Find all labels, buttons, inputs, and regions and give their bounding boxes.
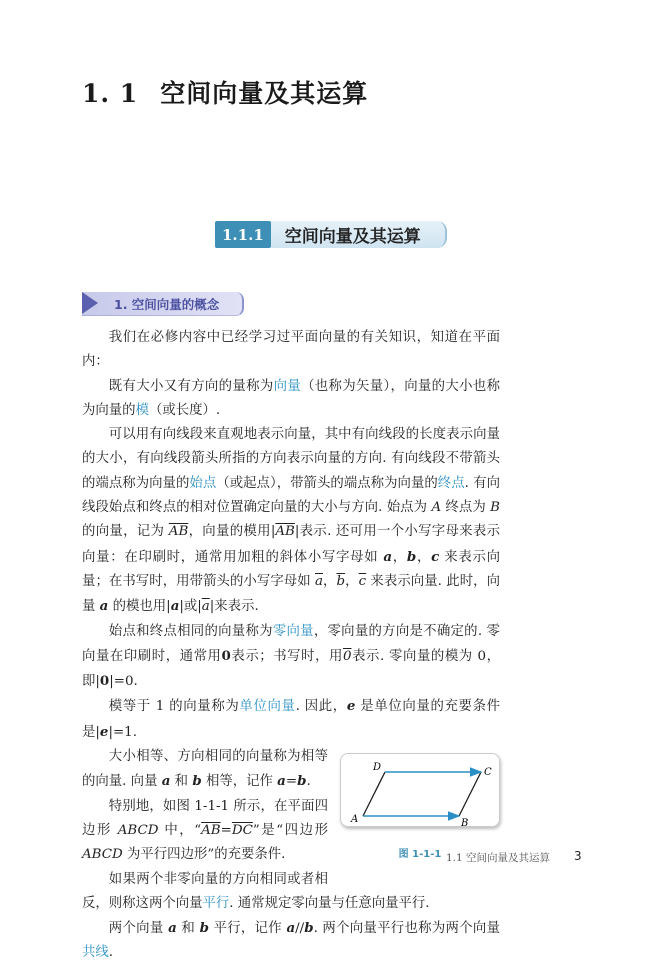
body-text — [82, 326, 500, 966]
label-d: D — [373, 762, 382, 774]
text-run: 的向量，记为 — [82, 524, 169, 540]
section-number: 1.1.1 — [215, 221, 271, 248]
text-run: ， — [392, 549, 407, 565]
text-run: 来表示向量；在书写时，用带箭头的小写字母如 — [82, 549, 500, 589]
text-run: ， — [322, 573, 337, 589]
math-symbol: 0 — [99, 673, 110, 690]
math-symbol: b — [406, 548, 417, 565]
math-symbol: $\overline{b}$ — [336, 573, 346, 589]
text-run: 中，“ — [158, 822, 202, 838]
paragraph — [82, 326, 500, 375]
text-run: （也称为矢量），向量的大小也称为向量的 — [82, 378, 501, 418]
math-symbol: B — [490, 500, 500, 516]
text-run: = — [220, 822, 232, 838]
text-run: 既有大小又有方向的量称为 — [108, 378, 274, 394]
triangle-icon — [82, 292, 98, 314]
text-run: 和 — [170, 774, 193, 790]
text-run: ， — [416, 549, 432, 565]
math-symbol: b — [297, 773, 307, 790]
text-run: |=1. — [108, 724, 137, 740]
label-c: C — [484, 767, 492, 779]
math-symbol: a — [99, 598, 109, 615]
math-symbol: $\overline{AB}$ — [168, 524, 189, 540]
text-run: ，零向量的方向是不确定的. 零向量在印刷时，通常用 — [82, 623, 501, 664]
math-symbol: a — [383, 548, 393, 565]
text-run: （或长度）. — [148, 402, 221, 418]
math-symbol: b — [192, 773, 202, 790]
math-symbol: e — [346, 698, 356, 715]
math-symbol: 0 — [221, 647, 231, 664]
key-term: 始点 — [189, 475, 217, 491]
text-run: ，向量的模用| — [188, 524, 276, 540]
math-symbol: a — [277, 773, 286, 790]
edge-ad — [363, 772, 385, 816]
math-symbol: $\overline{a}$ — [201, 599, 210, 615]
key-term: 零向量 — [272, 623, 314, 639]
text-run: . — [306, 774, 311, 790]
math-symbol: a — [168, 920, 177, 937]
key-term: 终点 — [437, 475, 465, 491]
math-symbol: $\overline{a}$ — [315, 573, 323, 589]
text-run: 终点为 — [441, 500, 491, 516]
edge-bc — [459, 772, 481, 816]
text-run: . 因此， — [295, 699, 347, 715]
text-run: 可以用有向线段来直观地表示向量，其中有向线段的长度表示向量的大小，有向线段箭头所指的方向表示向量的方向. 有向线段不带箭头的端点称为向量的 — [82, 427, 500, 491]
text-run: |来表示. — [209, 599, 259, 615]
text-run: （或起点），带箭头的端点称为向量的 — [216, 475, 438, 491]
text-run: 为平行四边形”的充要条件. — [122, 847, 286, 863]
text-run: 两个向量 — [108, 921, 169, 937]
paragraph — [82, 423, 500, 619]
math-symbol: a — [170, 598, 180, 615]
chapter-name: 空间向量及其运算 — [160, 79, 369, 108]
text-run: 表示. 零向量的模为 0，即| — [82, 648, 501, 690]
math-symbol: $\overline{AB}$ — [275, 524, 295, 540]
text-run: 和 — [176, 921, 200, 937]
math-symbol: a — [286, 920, 296, 937]
text-run: ”是“四边形 — [252, 822, 328, 838]
text-run: . — [108, 945, 114, 961]
paragraph — [82, 694, 500, 745]
section-title: 空间向量及其运算 — [271, 221, 447, 248]
text-run: 的模也用| — [108, 599, 171, 615]
figure-frame — [340, 753, 500, 830]
label-b: B — [461, 818, 469, 830]
key-term: 单位向量 — [239, 699, 296, 715]
math-symbol: b — [199, 920, 209, 937]
text-run: |或| — [179, 599, 202, 615]
key-term: 向量 — [273, 378, 302, 394]
text-run: . 有向线段始点和终点的相对位置确定向量的大小与方向. 始点为 — [82, 475, 501, 516]
text-run: . 两个向量平行也称为两个向量 — [313, 921, 500, 937]
math-symbol: ABCD — [117, 822, 159, 838]
math-symbol: b — [304, 920, 314, 937]
text-run: 始点和终点相同的向量称为 — [108, 623, 273, 639]
subsection-banner — [82, 292, 244, 316]
paragraph — [82, 375, 500, 424]
math-symbol: 0 — [342, 648, 352, 664]
footer-section: 1.1 空间向量及其运算 — [446, 852, 551, 864]
text-run: . 通常规定零向量与任意向量平行. — [229, 895, 430, 911]
text-run: 如果两个非零向量的方向相同或者相反，则称这两个向量 — [82, 871, 328, 911]
math-symbol: c — [431, 548, 440, 565]
text-run: = — [285, 774, 298, 790]
text-run: ， — [345, 573, 359, 589]
math-symbol: A — [431, 500, 442, 516]
text-run: 是单位向量的充要条件是| — [82, 699, 501, 740]
key-term: 平行 — [202, 895, 230, 911]
page-footer — [446, 849, 582, 865]
paragraph — [82, 916, 500, 966]
text-run: // — [295, 921, 305, 937]
text-run: 我们在必修内容中已经学习过平面向量的有关知识，知道在平面内： — [82, 330, 500, 370]
parallelogram-diagram — [341, 754, 499, 830]
text-run: 相等，记作 — [201, 774, 278, 790]
label-a: A — [351, 814, 359, 826]
figure-caption: 图 1-1-1 — [398, 849, 442, 861]
text-run: 来表示向量. 此时，向量 — [82, 573, 500, 615]
key-term: 共线 — [82, 945, 109, 961]
text-run: 模等于 1 的向量称为 — [108, 699, 240, 715]
text-run: 特别地，如图 1-1-1 所示，在平面四边形 — [82, 798, 328, 838]
math-symbol: ABCD — [82, 847, 123, 863]
subsection-title: 1. 空间向量的概念 — [114, 297, 220, 312]
page-number: 3 — [574, 849, 582, 863]
text-run: 表示；书写时，用 — [230, 648, 343, 664]
key-term: 模 — [135, 402, 149, 418]
section-banner — [215, 221, 447, 248]
math-symbol: $\overline{AB}$ — [201, 822, 221, 838]
paragraph — [82, 620, 500, 695]
text-run: 大小相等、方向相同的向量称为相等的向量. 向量 — [82, 749, 328, 790]
math-symbol: e — [99, 723, 109, 740]
text-run: |表示. 还可用一个小写字母来表示向量：在印刷时，通常用加粗的斜体小写字母如 — [82, 524, 500, 565]
text-run: |=0. — [109, 674, 138, 690]
text-run: 平行，记作 — [208, 921, 287, 937]
math-symbol: $\overline{DC}$ — [231, 822, 253, 838]
chapter-number: 1. 1 — [82, 79, 139, 108]
chapter-title — [82, 74, 368, 110]
math-symbol: $\overline{c}$ — [358, 573, 367, 589]
math-symbol: a — [161, 773, 171, 790]
